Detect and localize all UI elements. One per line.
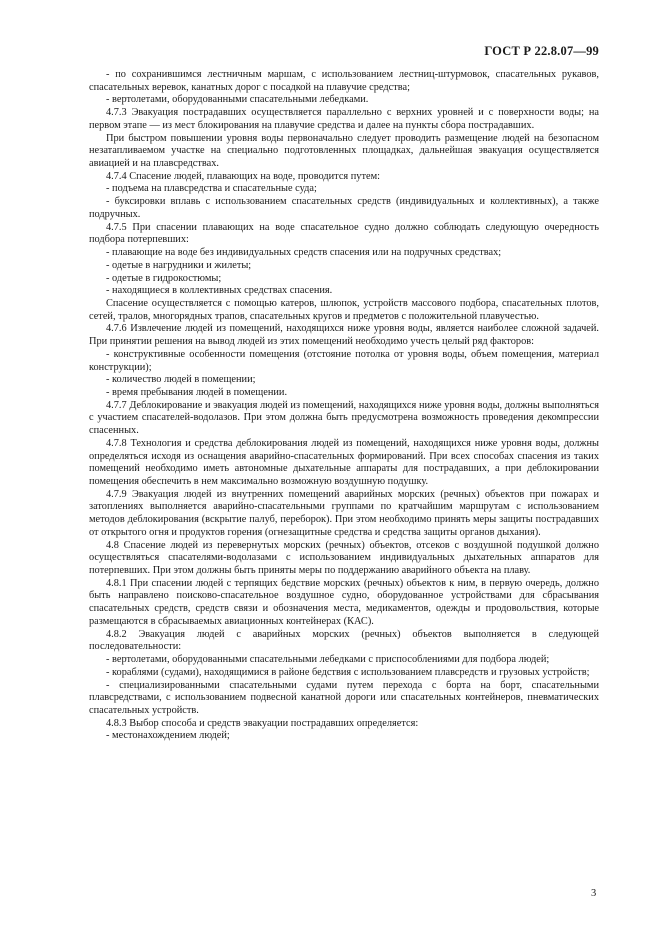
paragraph: 4.8.1 При спасении людей с терпящих бедствие морских (речных) объектов к ним, в первую очередь, должно быть направлено поисково-спасательное воздушное судно, оборудованное устройствами для сбрасывания спасательных средств, средств связи и обозначения места, медикаментов, одежды и продовольствия, которые размещаются в сбрасываемых авиационных контейнерах (КАС). [89,577,599,627]
paragraph: - по сохранившимся лестничным маршам, с использованием лестниц-штурмовок, спасательных рукавов, спасательных веревок, канатных дорог с посадкой на плавучие средства; [89,69,599,93]
paragraph: 4.7.5 При спасении плавающих на воде спасательное судно должно соблюдать следующую очередность подбора потерпевших: [89,221,599,246]
paragraph: - конструктивные особенности помещения (отстояние потолка от уровня воды, объем помещения, материал конструкции); [89,348,599,373]
document-body [89,69,599,743]
paragraph: При быстром повышении уровня воды первоначально следует проводить размещение людей на безопасном незатапливаемом участке на специально подготовленных площадках, дальнейшая эвакуация осуществляется авиацией и на плавсредствах. [89,132,599,170]
paragraph: Спасение осуществляется с помощью катеров, шлюпок, устройств массового подбора, спасательных плотов, сетей, тралов, многорядных трапов, спасательных кругов и предметов с положительной плавучестью. [89,297,599,322]
paragraph: - плавающие на воде без индивидуальных средств спасения или на подручных средствах; [106,247,502,259]
paragraph: - кораблями (судами), находящимися в районе бедствия с использованием плавсредств и грузовых устройств; [106,666,590,678]
paragraph: 4.7.6 Извлечение людей из помещений, находящихся ниже уровня воды, является наиболее сложной задачей. При принятии решения на вывод людей из этих помещений необходимо учесть целый ряд факторов: [89,323,599,348]
document-header: ГОСТ Р 22.8.07—99 [484,44,599,58]
paragraph: 4.7.3 Эвакуация пострадавших осуществляется параллельно с верхних уровней и с поверхности воды; на первом этапе — из мест блокирования на плавучие средства и далее на пункты сбора пострадавших. [89,107,599,131]
paragraph: - одетые в нагрудники и жилеты; [106,259,252,271]
paragraph: - подъема на плавсредства и спасательные суда; [106,183,317,195]
paragraph: - количество людей в помещении; [106,374,256,386]
paragraph: - буксировки вплавь с использованием спасательных средств (индивидуальных и коллективных), а также подручных. [89,196,599,220]
paragraph: - специализированными спасательными судами путем перехода с борта на борт, спасательными плавсредствами, с использованием подвесной канатной дороги или спасательных контейнеров, пневматических спасательных устройств. [89,679,599,716]
paragraph: 4.7.8 Технология и средства деблокирования людей из помещений, находящихся ниже уровня воды, должны определяться исходя из оснащения аварийно-спасательных формирований. При всех способах спасения из таких помещений необходимо иметь автономные дыхательные аппараты для пострадавших, а при деблокировании помещения обеспечить в нем максимально возможную воздушную подушку. [89,437,599,487]
page-number: 3 [591,888,597,899]
paragraph: 4.8.2 Эвакуация людей с аварийных морских (речных) объектов выполняется в следующей последовательности: [89,628,599,653]
paragraph: 4.7.4 Спасение людей, плавающих на воде, проводится путем: [106,170,381,182]
paragraph: - вертолетами, оборудованными спасательными лебедками. [106,94,369,106]
paragraph: - время пребывания людей в помещении. [106,386,288,398]
paragraph: - вертолетами, оборудованными спасательными лебедками с приспособлениями для подбора людей; [106,654,550,666]
paragraph: - находящиеся в коллективных средствах спасения. [106,285,333,297]
paragraph: 4.8.3 Выбор способа и средств эвакуации пострадавших определяется: [106,717,419,729]
paragraph: - местонахождением людей; [106,730,230,742]
paragraph: - одетые в гидрокостюмы; [106,272,222,284]
paragraph: 4.7.7 Деблокирование и эвакуация людей из помещений, находящихся ниже уровня воды, должны выполняться с участием спасателей-водолазов. При этом должна быть предусмотрена возможность проведения декомпрессии спасенных. [89,399,599,437]
paragraph: 4.7.9 Эвакуация людей из внутренних помещений аварийных морских (речных) объектов при пожарах и затоплениях выполняется аварийно-спасательными группами по кратчайшим маршрутам с использованием методов деблокирования (вскрытие палуб, переборок). При этом необходимо принять меры защиты пострадавших от открытого огня и продуктов горения (огнезащитные средства и средства защиты органов дыхания). [89,488,599,538]
paragraph: 4.8 Спасение людей из перевернутых морских (речных) объектов, отсеков с воздушной подушкой должно осуществляться спасателями-водолазами с использованием индивидуальных дыхательных аппаратов для потерпевших. При этом должны быть приняты меры по поддержанию аварийного объекта на плаву. [89,539,599,577]
